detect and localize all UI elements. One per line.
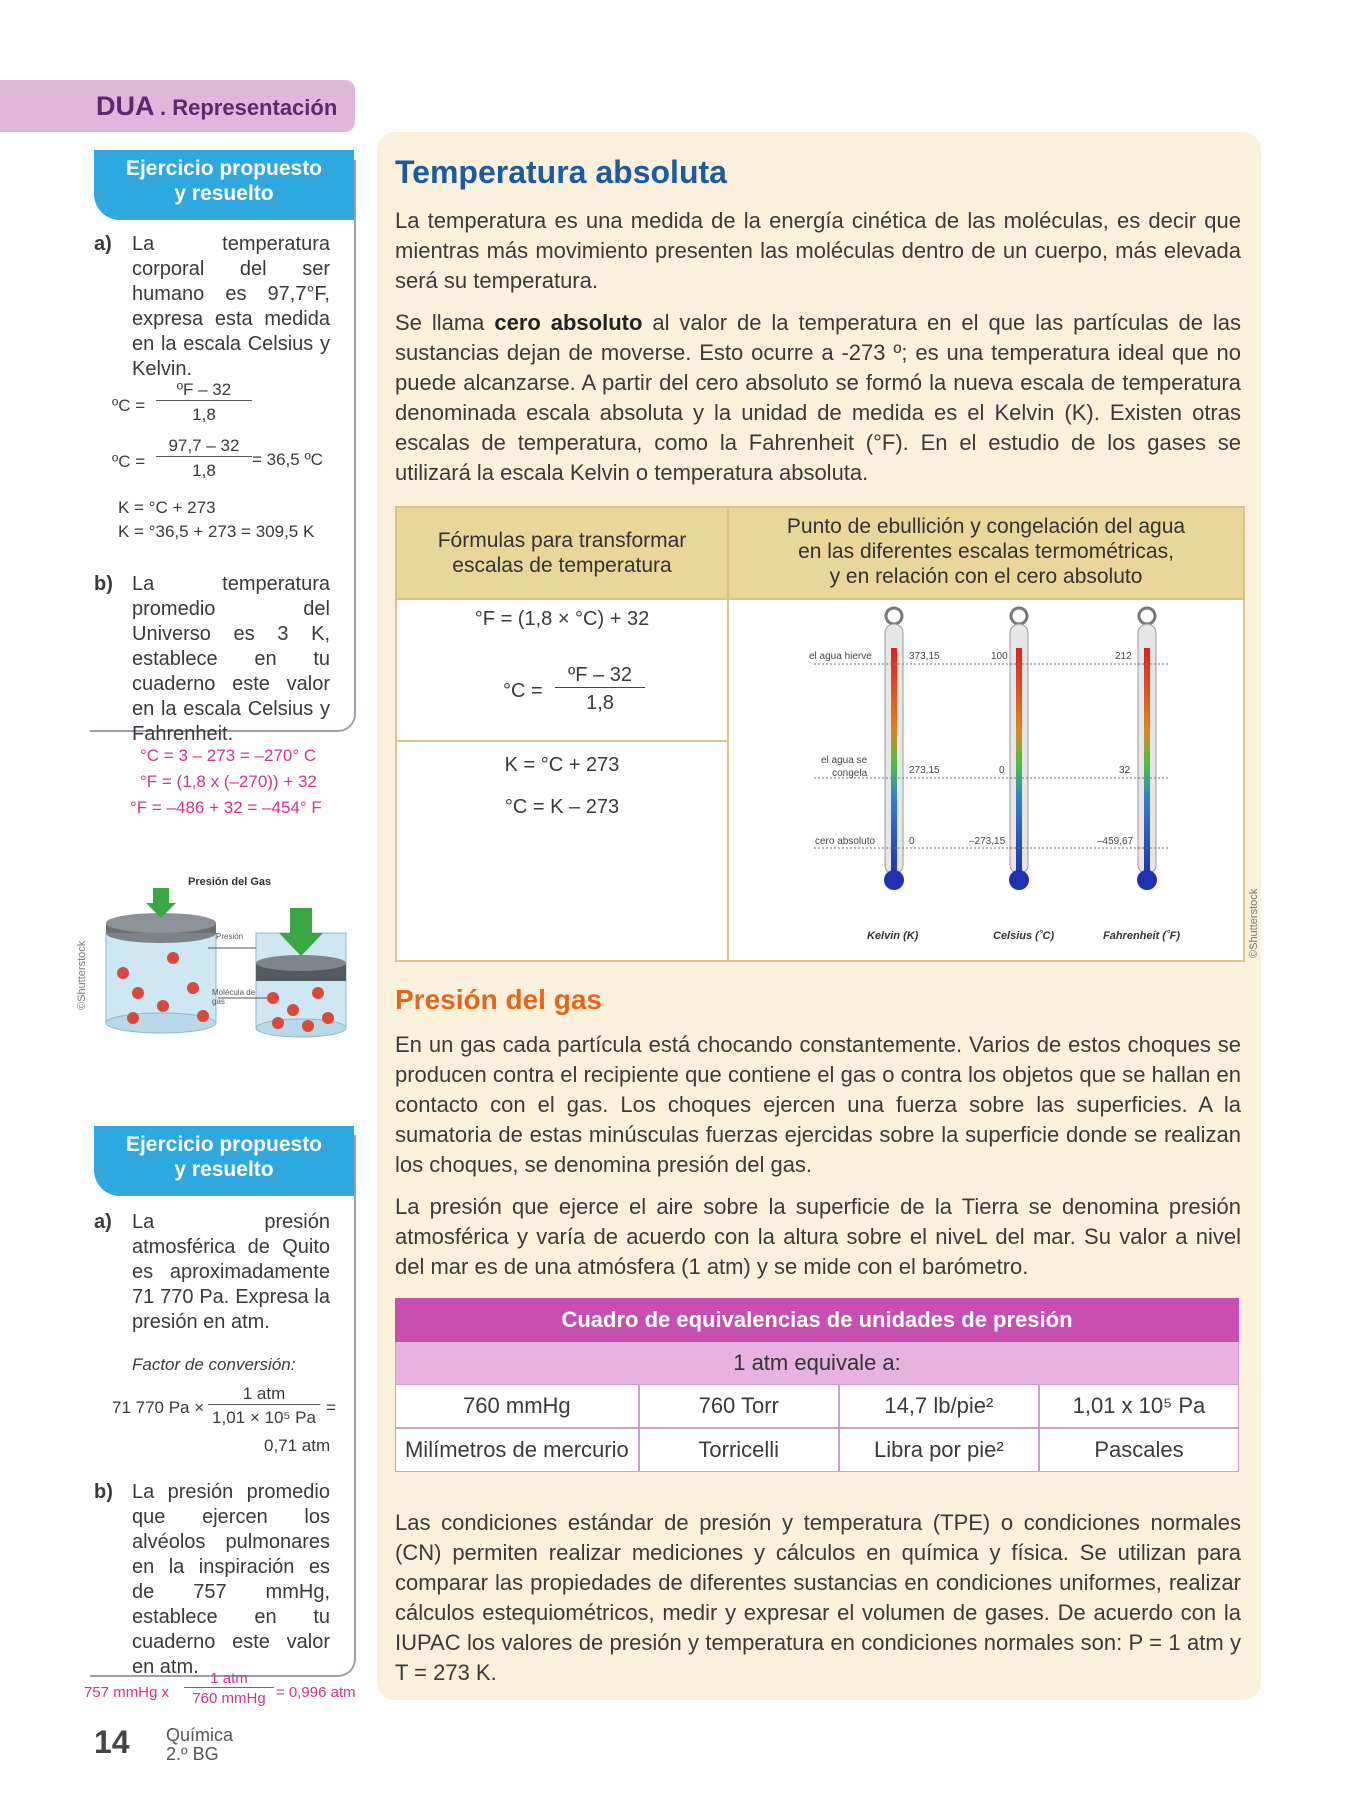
answer1-line2: °F = (1,8 x (–270)) + 32 bbox=[140, 772, 317, 791]
exercise1-item-b bbox=[94, 572, 338, 745]
subject-label: Química bbox=[166, 1725, 234, 1745]
answer2-den: 760 mmHg bbox=[184, 1687, 274, 1707]
name-mmhg: Milímetros de mercurio bbox=[395, 1428, 639, 1472]
section-label: . Representación bbox=[160, 95, 338, 120]
celsius-boil: 100 bbox=[991, 651, 1008, 662]
answer2-rhs: = 0,996 atm bbox=[276, 1684, 356, 1701]
page-number: 14 bbox=[94, 1724, 130, 1760]
exercise1-tab bbox=[94, 150, 354, 220]
calc-lhs: 71 770 Pa × bbox=[112, 1398, 205, 1417]
item-a-text: La presión atmosférica de Quito es aproximadamente 71 770 Pa. Expresa la presión en atm. bbox=[132, 1211, 330, 1333]
gas-image-credit: ©Shutterstock bbox=[76, 940, 88, 1010]
calc-num: 1 atm bbox=[242, 1384, 286, 1403]
p2-bold: cero absoluto bbox=[494, 310, 643, 335]
temp-table-head-right bbox=[729, 508, 1243, 600]
gas-containers bbox=[78, 888, 368, 1038]
label-freeze-line2: congela bbox=[832, 768, 868, 779]
gas-pressure-illustration bbox=[78, 868, 368, 1038]
kelvin-freeze: 273,15 bbox=[909, 765, 940, 776]
formula-f2-lhs: °C = bbox=[503, 680, 543, 702]
exercise1-tab-line1: Ejercicio propuesto bbox=[125, 157, 323, 180]
thermometers-diagram bbox=[729, 598, 1241, 958]
footer-subject bbox=[166, 1726, 233, 1764]
name-lb-pie: Libra por pie² bbox=[839, 1428, 1039, 1472]
calc1-den: 1,8 bbox=[156, 400, 252, 425]
exercise1-item-a bbox=[94, 232, 338, 380]
table-row-divider bbox=[397, 740, 727, 742]
formula-f2-den: 1,8 bbox=[555, 687, 645, 715]
grade-label: 2.º BG bbox=[166, 1744, 219, 1764]
pressure-table-subtitle: 1 atm equivale a: bbox=[395, 1342, 1239, 1384]
temperature-table bbox=[395, 506, 1245, 962]
section-title-temperature: Temperatura absoluta bbox=[395, 154, 727, 190]
calc2-lhs: ºC = bbox=[112, 452, 146, 471]
paragraph-temperature-2 bbox=[395, 308, 1241, 488]
fahrenheit-freeze: 32 bbox=[1119, 765, 1131, 776]
section-tab bbox=[0, 80, 355, 132]
calc-eq: = bbox=[326, 1398, 336, 1417]
paragraph-temperature-1: La temperatura es una medida de la energía cinética de las moléculas, es decir que mientras más movimiento presenten las moléculas dentro de un cuerpo, más elevada será su temperatura. bbox=[395, 208, 1241, 293]
exercise2-item-a bbox=[94, 1210, 338, 1340]
gas-image-title: Presión del Gas bbox=[188, 876, 272, 888]
label-freeze bbox=[821, 754, 867, 780]
label-freeze-line1: el agua se bbox=[821, 755, 868, 766]
paragraph-pressure-2: La presión que ejerce el aire sobre la superficie de la Tierra se denomina presión atmosférica y varía de acuerdo con la altura sobre el niveL del mar. Su valor a nivel del mar es de una atmósfera (1 atm) y se mide con el barómetro. bbox=[395, 1194, 1241, 1279]
item-a-text: La temperatura corporal del ser humano es 97,7°F, expresa esta medida en la escala Celsius y Kelvin. bbox=[132, 233, 330, 380]
dua-label: DUA bbox=[96, 91, 155, 121]
answer2-fraction bbox=[184, 1670, 274, 1707]
celsius-zero: –273,15 bbox=[969, 836, 1006, 847]
calc1-lhs: ºC = bbox=[112, 396, 146, 415]
calc3: K = °C + 273 bbox=[118, 498, 216, 517]
kelvin-boil: 373,15 bbox=[909, 651, 940, 662]
calc2-rhs: = 36,5 ºC bbox=[252, 450, 323, 469]
exercise2-tab bbox=[94, 1126, 354, 1196]
fahrenheit-zero: –459,67 bbox=[1097, 836, 1134, 847]
head-right-line2: en las diferentes escalas termométricas, bbox=[798, 540, 1174, 563]
pressure-names-row bbox=[395, 1428, 1239, 1472]
value-mmhg: 760 mmHg bbox=[395, 1384, 639, 1428]
calc2-num: 97,7 – 32 bbox=[168, 436, 240, 455]
name-pa: Pascales bbox=[1039, 1428, 1239, 1472]
calc2-den: 1,8 bbox=[156, 456, 252, 481]
item-b-text: La presión promedio que ejercen los alvéolos pulmonares en la inspiración es de 757 mmHg, establece en tu cuaderno este valor en atm. bbox=[132, 1481, 330, 1678]
head-right-line1: Punto de ebullición y congelación del agua bbox=[786, 515, 1186, 538]
pressure-values-row bbox=[395, 1384, 1239, 1428]
fahrenheit-boil: 212 bbox=[1115, 651, 1132, 662]
label-boil: el agua hierve bbox=[809, 651, 872, 662]
formula-f2-fraction bbox=[555, 664, 645, 715]
formula-f3: K = °C + 273 bbox=[504, 754, 620, 776]
label-pressure: Presión bbox=[216, 932, 244, 941]
calc1-fraction bbox=[156, 380, 252, 425]
item-a-label: a) bbox=[94, 233, 112, 255]
pressure-table-title: Cuadro de equivalencias de unidades de presión bbox=[395, 1298, 1239, 1342]
kelvin-zero: 0 bbox=[909, 836, 915, 847]
paragraph-tpe: Las condiciones estándar de presión y temperatura (TPE) o condiciones normales (CN) permiten realizar mediciones y cálculos en química y física. Se utilizan para comparar las propiedades de diferentes sustancias en condiciones uniformes, realizar cálculos estequiométricos, medir y expresar el volumen de gases. De acuerdo con la IUPAC los valores de presión y temperatura en condiciones normales son: P = 1 atm y T = 273 K. bbox=[395, 1510, 1241, 1685]
value-lb-pie: 14,7 lb/pie² bbox=[839, 1384, 1039, 1428]
thermometer-credit: ©Shutterstock bbox=[1248, 888, 1260, 958]
section-title-pressure: Presión del gas bbox=[395, 984, 602, 1015]
scale-kelvin: Kelvin (K) bbox=[867, 930, 919, 942]
calc-fraction bbox=[208, 1384, 320, 1428]
exercise2-item-b bbox=[94, 1480, 338, 1678]
pressure-table bbox=[395, 1298, 1239, 1472]
exercise1-tab-line2: y resuelto bbox=[174, 182, 274, 205]
item-b-label: b) bbox=[94, 1481, 113, 1503]
formula-f1: °F = (1,8 × °C) + 32 bbox=[474, 608, 650, 630]
formula-f4: °C = K – 273 bbox=[504, 796, 620, 818]
item-b-text: La temperatura promedio del Universo es 3 K, establece en tu cuaderno este valor en la escala Celsius y Fahrenheit. bbox=[132, 573, 330, 745]
calc1-num: ºF – 32 bbox=[176, 380, 232, 399]
scale-celsius: Celsius (˚C) bbox=[993, 930, 1055, 942]
celsius-freeze: 0 bbox=[999, 765, 1005, 776]
label-zero: cero absoluto bbox=[815, 836, 876, 847]
item-a-label: a) bbox=[94, 1211, 112, 1233]
exercise2-tab-line1: Ejercicio propuesto bbox=[125, 1133, 323, 1156]
p2-start: Se llama bbox=[395, 310, 495, 335]
factor-label: Factor de conversión: bbox=[132, 1355, 296, 1374]
head-right-line3: y en relación con el cero absoluto bbox=[829, 565, 1143, 588]
answer2-lhs: 757 mmHg x bbox=[84, 1684, 170, 1701]
label-molecule: Molécula de gas bbox=[212, 988, 256, 1006]
answer1-line3: °F = –486 + 32 = –454° F bbox=[130, 798, 322, 817]
calc4: K = °36,5 + 273 = 309,5 K bbox=[118, 522, 315, 541]
value-pa: 1,01 x 10⁵ Pa bbox=[1039, 1384, 1239, 1428]
item-b-label: b) bbox=[94, 573, 113, 595]
calc-result: 0,71 atm bbox=[264, 1436, 331, 1455]
head-left-text: Fórmulas para transformar escalas de temperatura bbox=[437, 529, 687, 577]
formula-f2-num: ºF – 32 bbox=[567, 664, 632, 686]
calc2-fraction bbox=[156, 436, 252, 481]
scale-fahrenheit: Fahrenheit (˚F) bbox=[1103, 930, 1180, 942]
p2-end: al valor de la temperatura en el que las partículas de las sustancias dejan de moverse. Esto ocurre a -273 º; es una temperatura ideal que no puede alcanzarse. A partir del cero absoluto se formó la nueva escala de temperatura denominada escala absoluta y la unidad de medida es el Kelvin (K). Existen otras escalas de temperatura, como la Fahrenheit (°F). En el estudio de los gases se utilizará la escala Kelvin o temperatura absoluta. bbox=[395, 310, 1241, 485]
answer1-line1: °C = 3 – 273 = –270° C bbox=[140, 746, 317, 765]
calc-den: 1,01 × 10⁵ Pa bbox=[208, 1404, 320, 1428]
answer2-num: 1 atm bbox=[210, 1670, 248, 1687]
value-torr: 760 Torr bbox=[639, 1384, 839, 1428]
paragraph-pressure-1: En un gas cada partícula está chocando constantemente. Varios de estos choques se producen contra el recipiente que contiene el gas o contra los objetos que se hallan en contacto con el gas. Los choques ejercen una fuerza sobre las superficies. A la sumatoria de estas minúsculas fuerzas ejercidas sobre la superficie donde se realizan los choques, se denomina presión del gas. bbox=[395, 1032, 1241, 1177]
name-torr: Torricelli bbox=[639, 1428, 839, 1472]
exercise2-tab-line2: y resuelto bbox=[174, 1158, 274, 1181]
temp-table-head-left bbox=[397, 508, 729, 600]
